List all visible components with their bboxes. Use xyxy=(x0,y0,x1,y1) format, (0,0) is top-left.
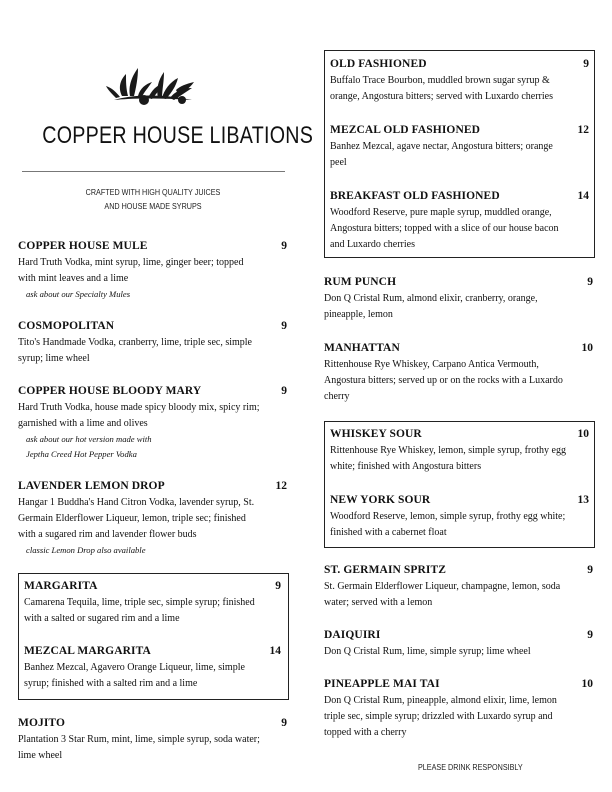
title-divider xyxy=(22,171,285,172)
margarita-box xyxy=(18,573,289,700)
drink-description-line: with a salted or sugared rim and a lime xyxy=(24,613,180,624)
old-fashioned-section xyxy=(330,56,589,253)
menu-item-header xyxy=(324,676,593,693)
menu-item xyxy=(330,122,589,171)
drink-description-line: Angostura bitters; topped with a slice of our house bacon xyxy=(330,223,559,234)
menu-item xyxy=(330,56,589,105)
drink-description-line: Angostura bitters; served up or on the rocks with a Luxardo xyxy=(324,375,563,386)
drink-description-line: orange, Angostura bitters; served with Luxardo cherries xyxy=(330,91,553,102)
menu-item xyxy=(330,492,589,541)
drink-note: classic Lemon Drop also available xyxy=(26,545,146,555)
drink-note: ask about our hot version made with xyxy=(26,434,152,444)
drink-description-line: Rittenhouse Rye Whiskey, lemon, simple syrup, frothy egg xyxy=(330,445,566,456)
menu-item xyxy=(18,318,287,367)
menu-item xyxy=(330,188,589,253)
menu-item xyxy=(324,676,593,741)
drink-price: 12 xyxy=(577,124,589,136)
drink-description-line: Hangar 1 Buddha's Hand Citron Vodka, lavender syrup, St. xyxy=(18,497,255,508)
drink-description-line: peel xyxy=(330,157,347,168)
drink-price: 10 xyxy=(581,678,593,690)
drink-price: 9 xyxy=(275,580,281,592)
menu-item-header xyxy=(24,643,281,660)
drink-note: Jeptha Creed Hot Pepper Vodka xyxy=(26,449,137,459)
drink-price: 10 xyxy=(581,342,593,354)
drink-price: 9 xyxy=(583,58,589,70)
drink-price: 9 xyxy=(587,629,593,641)
drink-description-line: water; served with a lemon xyxy=(324,597,433,608)
drink-description-line: lime wheel xyxy=(18,750,63,761)
menu-item xyxy=(18,715,287,764)
menu-item-header xyxy=(24,578,281,595)
menu-item xyxy=(330,426,589,475)
drink-description-line: triple sec, simple syrup; drizzled with Luxardo syrup and xyxy=(324,711,553,722)
menu-item xyxy=(24,643,281,692)
menu-item xyxy=(324,274,593,323)
drink-description-line: Buffalo Trace Bourbon, muddled brown sugar syrup & xyxy=(330,75,550,86)
menu-item-header xyxy=(324,340,593,357)
drink-description-line: Banhez Mezcal, agave nectar, Angostura bitters; orange xyxy=(330,141,553,152)
drink-price: 9 xyxy=(281,717,287,729)
menu-item xyxy=(24,578,281,627)
drink-description-line: Tito's Handmade Vodka, cranberry, lime, triple sec, simple xyxy=(18,337,252,348)
old-fashioned-box xyxy=(324,50,595,258)
drink-description-line: Germain Elderflower Liqueur, lemon, triple sec; finished xyxy=(18,513,246,524)
right-bottom-section xyxy=(324,562,593,741)
drink-price: 9 xyxy=(281,320,287,332)
tagline-line: AND HOUSE MADE SYRUPS xyxy=(104,202,202,211)
drink-description-line: Don Q Cristal Rum, almond elixir, cranberry, orange, xyxy=(324,293,538,304)
drink-description-line: Don Q Cristal Rum, pineapple, almond elixir, lime, lemon xyxy=(324,695,557,706)
drink-price: 14 xyxy=(269,645,281,657)
drink-name: PINEAPPLE MAI TAI xyxy=(324,678,440,690)
menu-item-header xyxy=(18,715,287,732)
menu-item-header xyxy=(330,426,589,443)
menu-item xyxy=(324,562,593,611)
menu-item-header xyxy=(330,56,589,73)
footer-note: PLEASE DRINK RESPONSIBLY xyxy=(418,763,523,772)
menu-item-header xyxy=(18,383,287,400)
menu-item-header xyxy=(18,478,287,495)
menu-item xyxy=(18,478,287,558)
drink-price: 9 xyxy=(281,240,287,252)
drink-description-line: with a sugared rim and lavender flower buds xyxy=(18,529,197,540)
drink-description-line: garnished with a lime and olives xyxy=(18,418,148,429)
drink-description-line: white; finished with Angostura bitters xyxy=(330,461,482,472)
drink-name: COSMOPOLITAN xyxy=(18,320,115,332)
menu-item-header xyxy=(324,562,593,579)
drink-price: 13 xyxy=(577,494,589,506)
drink-description-line: Rittenhouse Rye Whiskey, Carpano Antica Vermouth, xyxy=(324,359,539,370)
drink-name: BREAKFAST OLD FASHIONED xyxy=(330,190,500,202)
drink-description-line: Don Q Cristal Rum, lime, simple syrup; lime wheel xyxy=(324,646,531,657)
left-bottom-section xyxy=(18,715,287,764)
drink-description-line: topped with a cherry xyxy=(324,727,407,738)
menu-item-header xyxy=(324,627,593,644)
drink-name: COPPER HOUSE MULE xyxy=(18,240,148,252)
menu-item-header xyxy=(330,122,589,139)
menu-item-header xyxy=(18,318,287,335)
drink-name: NEW YORK SOUR xyxy=(330,494,431,506)
menu-item xyxy=(324,627,593,660)
drink-name: ST. GERMAIN SPRITZ xyxy=(324,564,447,576)
page-title: COPPER HOUSE LIBATIONS xyxy=(42,122,314,149)
drink-description-line: Hard Truth Vodka, house made spicy bloody mix, spicy rim; xyxy=(18,402,260,413)
drink-name: LAVENDER LEMON DROP xyxy=(18,480,165,492)
sour-section xyxy=(330,426,589,541)
drink-description-line: pineapple, lemon xyxy=(324,309,393,320)
drink-price: 9 xyxy=(587,564,593,576)
drink-name: RUM PUNCH xyxy=(324,276,397,288)
tagline xyxy=(32,186,275,214)
drink-name: MARGARITA xyxy=(24,580,98,592)
drink-description-line: cherry xyxy=(324,391,350,402)
drink-name: OLD FASHIONED xyxy=(330,58,427,70)
drink-price: 12 xyxy=(275,480,287,492)
drink-description-line: with mint leaves and a lime xyxy=(18,273,129,284)
menu-item-header xyxy=(330,492,589,509)
menu-item-header xyxy=(324,274,593,291)
drink-description-line: Camarena Tequila, lime, triple sec, simple syrup; finished xyxy=(24,597,255,608)
drink-price: 10 xyxy=(577,428,589,440)
drink-name: MEZCAL OLD FASHIONED xyxy=(330,124,481,136)
drink-name: DAIQUIRI xyxy=(324,629,381,641)
menu-item-header xyxy=(18,238,287,255)
drink-description-line: Hard Truth Vodka, mint syrup, lime, ginger beer; topped xyxy=(18,257,244,268)
tagline-line: CRAFTED WITH HIGH QUALITY JUICES xyxy=(85,188,221,197)
drink-price: 14 xyxy=(577,190,589,202)
drink-description-line: syrup; lime wheel xyxy=(18,353,90,364)
drink-description-line: Plantation 3 Star Rum, mint, lime, simple syrup, soda water; xyxy=(18,734,260,745)
drink-description-line: Woodford Reserve, lemon, simple syrup, frothy egg white; xyxy=(330,511,566,522)
drink-name: COPPER HOUSE BLOODY MARY xyxy=(18,385,202,397)
drink-name: WHISKEY SOUR xyxy=(330,428,422,440)
menu-item xyxy=(18,383,287,462)
drink-description-line: and Luxardo cherries xyxy=(330,239,415,250)
drink-note: ask about our Specialty Mules xyxy=(26,289,131,299)
sour-box xyxy=(324,421,595,548)
right-middle-section xyxy=(324,274,593,405)
drink-name: MOJITO xyxy=(18,717,66,729)
drink-description-line: St. Germain Elderflower Liqueur, champagne, lemon, soda xyxy=(324,581,561,592)
drink-price: 9 xyxy=(587,276,593,288)
botanical-sprig-icon xyxy=(104,60,200,108)
menu-item xyxy=(18,238,287,302)
drink-name: MANHATTAN xyxy=(324,342,400,354)
drink-description-line: finished with a cabernet float xyxy=(330,527,447,538)
left-menu-column xyxy=(18,238,287,558)
drink-name: MEZCAL MARGARITA xyxy=(24,645,151,657)
drink-price: 9 xyxy=(281,385,287,397)
drink-description-line: syrup; finished with a salted rim and a lime xyxy=(24,678,198,689)
menu-item-header xyxy=(330,188,589,205)
drink-description-line: Woodford Reserve, pure maple syrup, muddled orange, xyxy=(330,207,552,218)
drink-description-line: Banhez Mezcal, Agavero Orange Liqueur, lime, simple xyxy=(24,662,245,673)
margarita-section xyxy=(24,578,281,692)
menu-item xyxy=(324,340,593,405)
